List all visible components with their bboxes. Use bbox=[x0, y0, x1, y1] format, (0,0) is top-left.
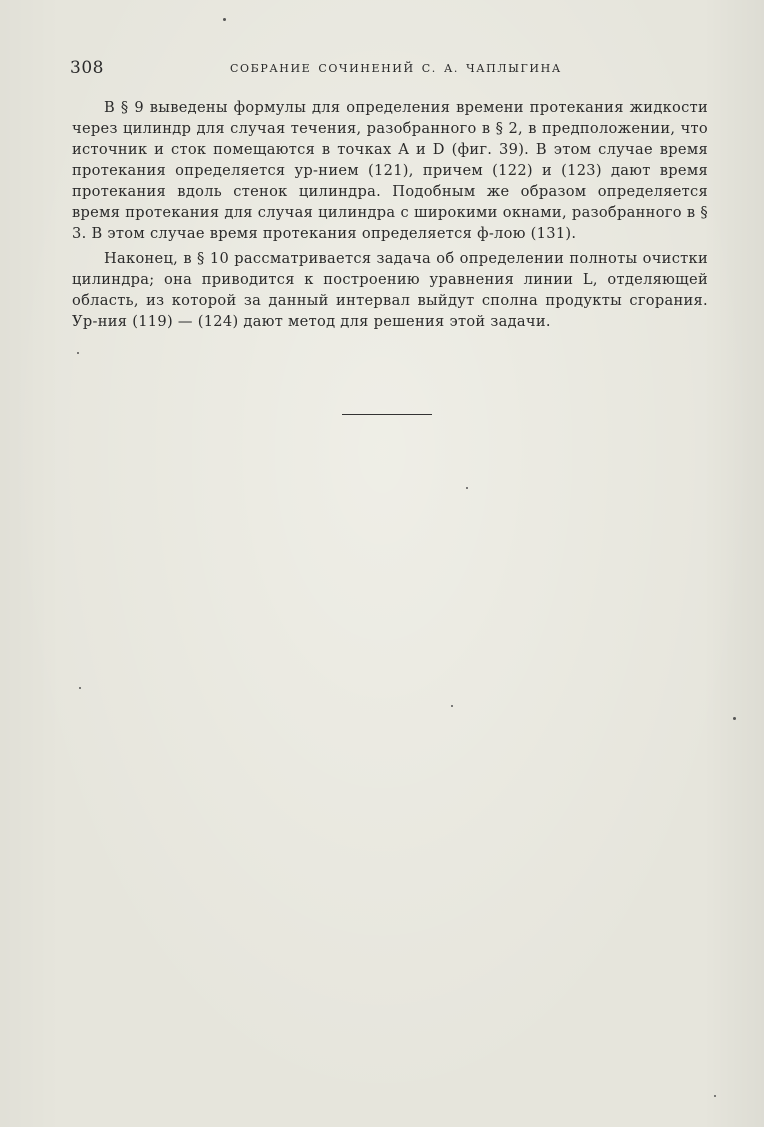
running-head: СОБРАНИЕ СОЧИНЕНИЙ С. А. ЧАПЛЫГИНА bbox=[230, 62, 562, 75]
print-speck bbox=[223, 18, 226, 21]
print-speck bbox=[733, 717, 736, 720]
print-speck bbox=[451, 705, 453, 707]
print-speck bbox=[79, 687, 81, 689]
paragraph-section-9: В § 9 выведены формулы для определения времени протекания жидкости через цилиндр для случая течения, разобранного в § 2, в предположении, что источник и сток помещаются в точках A и D (фиг. 39). В этом случае время протекания определяется ур-нием (121), причем (122) и (123) дают время протекания вдоль стенок цилиндра. Подобным же образом определяется время протекания для случая цилиндра с широкими окнами, разобранного в § 3. В этом случае время протекания определяется ф-лою (131). bbox=[72, 99, 708, 242]
page-number: 308 bbox=[70, 58, 104, 78]
print-speck bbox=[77, 352, 79, 354]
print-speck bbox=[714, 1095, 716, 1097]
print-speck bbox=[466, 487, 468, 489]
end-rule bbox=[342, 414, 432, 415]
body-text bbox=[72, 97, 708, 336]
page-header bbox=[70, 58, 710, 82]
paragraph-section-10: Наконец, в § 10 рассматривается задача об определении полноты очистки цилиндра; она приводится к построению уравнения линии L, отделяющей область, из которой за данный интервал выйдут сполна продукты сгорания. Ур-ния (119) — (124) дают метод для решения этой задачи. bbox=[72, 250, 708, 330]
